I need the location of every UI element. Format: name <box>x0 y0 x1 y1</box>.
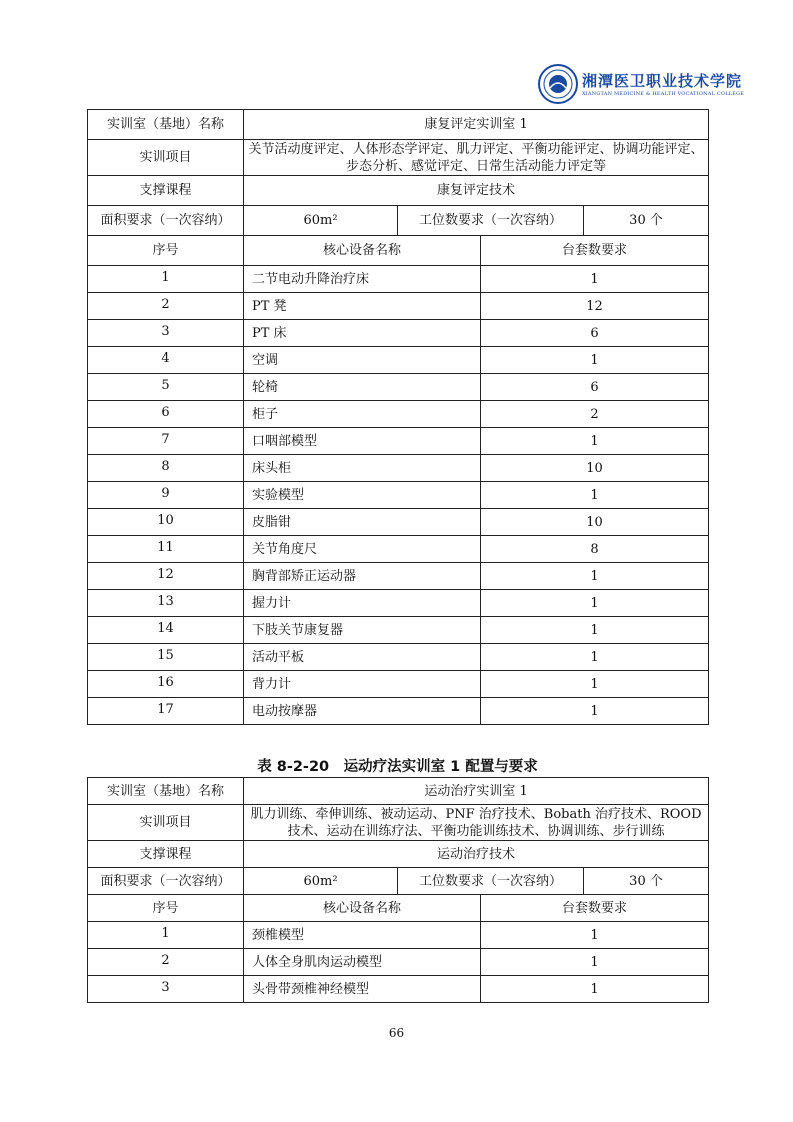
column-header-equipment: 核心设备名称 <box>244 895 481 922</box>
stations-value: 30 个 <box>584 206 709 236</box>
room-value: 康复评定实训室 1 <box>244 110 709 140</box>
row-seq: 17 <box>88 698 244 725</box>
area-value: 60m² <box>244 868 398 895</box>
equipment-table-2 <box>87 777 709 1003</box>
stations-label: 工位数要求（一次容纳） <box>398 206 584 236</box>
row-equipment-name: 口咽部模型 <box>244 428 481 455</box>
row-seq: 9 <box>88 482 244 509</box>
table-row <box>88 266 709 293</box>
row-equipment-name: 二节电动升降治疗床 <box>244 266 481 293</box>
row-equipment-name: 背力计 <box>244 671 481 698</box>
table-row <box>88 347 709 374</box>
column-header-seq: 序号 <box>88 895 244 922</box>
course-value: 运动治疗技术 <box>244 841 709 868</box>
room-value: 运动治疗实训室 1 <box>244 778 709 805</box>
table-row <box>88 563 709 590</box>
items-value: 肌力训练、牵伸训练、被动运动、PNF 治疗技术、Bobath 治疗技术、ROOD 技术、运动在训练疗法、平衡功能训练技术、协调训练、步行训练 <box>244 805 709 841</box>
stations-label: 工位数要求（一次容纳） <box>398 868 584 895</box>
row-count: 1 <box>481 482 709 509</box>
row-count: 12 <box>481 293 709 320</box>
row-equipment-name: 下肢关节康复器 <box>244 617 481 644</box>
row-equipment-name: 人体全身肌肉运动模型 <box>244 949 481 976</box>
table-caption: 表 8-2-20 运动疗法实训室 1 配置与要求 <box>257 759 538 775</box>
row-equipment-name: 胸背部矫正运动器 <box>244 563 481 590</box>
table-row <box>88 293 709 320</box>
row-seq: 2 <box>88 293 244 320</box>
table-row <box>88 949 709 976</box>
row-seq: 12 <box>88 563 244 590</box>
table-row <box>88 922 709 949</box>
column-header-equipment: 核心设备名称 <box>244 236 481 266</box>
row-seq: 1 <box>88 266 244 293</box>
row-count: 10 <box>481 455 709 482</box>
row-equipment-name: 活动平板 <box>244 644 481 671</box>
room-label: 实训室（基地）名称 <box>88 778 244 805</box>
row-count: 8 <box>481 536 709 563</box>
table-row <box>88 644 709 671</box>
row-seq: 15 <box>88 644 244 671</box>
row-count: 1 <box>481 644 709 671</box>
table-row <box>88 536 709 563</box>
row-count: 1 <box>481 922 709 949</box>
table-row <box>88 374 709 401</box>
table-row <box>88 428 709 455</box>
table-row <box>88 976 709 1003</box>
college-seal-icon <box>538 64 578 104</box>
row-seq: 10 <box>88 509 244 536</box>
row-equipment-name: 实验模型 <box>244 482 481 509</box>
row-equipment-name: PT 床 <box>244 320 481 347</box>
equipment-table-1 <box>87 109 709 725</box>
row-seq: 3 <box>88 976 244 1003</box>
row-count: 6 <box>481 374 709 401</box>
row-equipment-name: 床头柜 <box>244 455 481 482</box>
college-name: 湘潭医卫职业技术学院 <box>582 72 743 90</box>
area-label: 面积要求（一次容纳） <box>88 206 244 236</box>
college-logo <box>538 64 745 108</box>
column-header-count: 台套数要求 <box>481 895 709 922</box>
row-seq: 14 <box>88 617 244 644</box>
row-seq: 1 <box>88 922 244 949</box>
row-seq: 13 <box>88 590 244 617</box>
table-row <box>88 671 709 698</box>
room-label: 实训室（基地）名称 <box>88 110 244 140</box>
row-count: 1 <box>481 266 709 293</box>
row-count: 1 <box>481 563 709 590</box>
column-header-seq: 序号 <box>88 236 244 266</box>
row-seq: 7 <box>88 428 244 455</box>
table-row <box>88 401 709 428</box>
table-row <box>88 482 709 509</box>
table-row <box>88 509 709 536</box>
row-equipment-name: 头骨带颈椎神经模型 <box>244 976 481 1003</box>
row-seq: 6 <box>88 401 244 428</box>
row-seq: 11 <box>88 536 244 563</box>
table-row <box>88 320 709 347</box>
row-count: 1 <box>481 428 709 455</box>
table-row <box>88 698 709 725</box>
items-value: 关节活动度评定、人体形态学评定、肌力评定、平衡功能评定、协调功能评定、步态分析、感觉评定、日常生活动能力评定等 <box>244 140 709 176</box>
row-count: 1 <box>481 671 709 698</box>
row-equipment-name: PT 凳 <box>244 293 481 320</box>
table-row <box>88 617 709 644</box>
area-value: 60m² <box>244 206 398 236</box>
items-label: 实训项目 <box>88 805 244 841</box>
row-seq: 2 <box>88 949 244 976</box>
row-equipment-name: 柜子 <box>244 401 481 428</box>
stations-value: 30 个 <box>584 868 709 895</box>
row-equipment-name: 空调 <box>244 347 481 374</box>
table-row <box>88 455 709 482</box>
row-count: 1 <box>481 347 709 374</box>
row-equipment-name: 皮脂钳 <box>244 509 481 536</box>
row-equipment-name: 电动按摩器 <box>244 698 481 725</box>
row-seq: 5 <box>88 374 244 401</box>
row-count: 10 <box>481 509 709 536</box>
row-equipment-name: 关节角度尺 <box>244 536 481 563</box>
row-count: 1 <box>481 590 709 617</box>
row-seq: 4 <box>88 347 244 374</box>
row-count: 2 <box>481 401 709 428</box>
column-header-count: 台套数要求 <box>481 236 709 266</box>
row-seq: 3 <box>88 320 244 347</box>
area-label: 面积要求（一次容纳） <box>88 868 244 895</box>
table-row <box>88 590 709 617</box>
row-count: 1 <box>481 976 709 1003</box>
row-equipment-name: 轮椅 <box>244 374 481 401</box>
row-seq: 16 <box>88 671 244 698</box>
row-equipment-name: 握力计 <box>244 590 481 617</box>
college-english-name: XIANGTAN MEDICINE & HEALTH VOCATIONAL COLLEGE <box>582 91 745 97</box>
row-count: 6 <box>481 320 709 347</box>
course-label: 支撑课程 <box>88 841 244 868</box>
course-label: 支撑课程 <box>88 176 244 206</box>
row-equipment-name: 颈椎模型 <box>244 922 481 949</box>
row-count: 1 <box>481 949 709 976</box>
row-seq: 8 <box>88 455 244 482</box>
row-count: 1 <box>481 617 709 644</box>
row-count: 1 <box>481 698 709 725</box>
items-label: 实训项目 <box>88 140 244 176</box>
course-value: 康复评定技术 <box>244 176 709 206</box>
page-number: 66 <box>388 1026 405 1040</box>
